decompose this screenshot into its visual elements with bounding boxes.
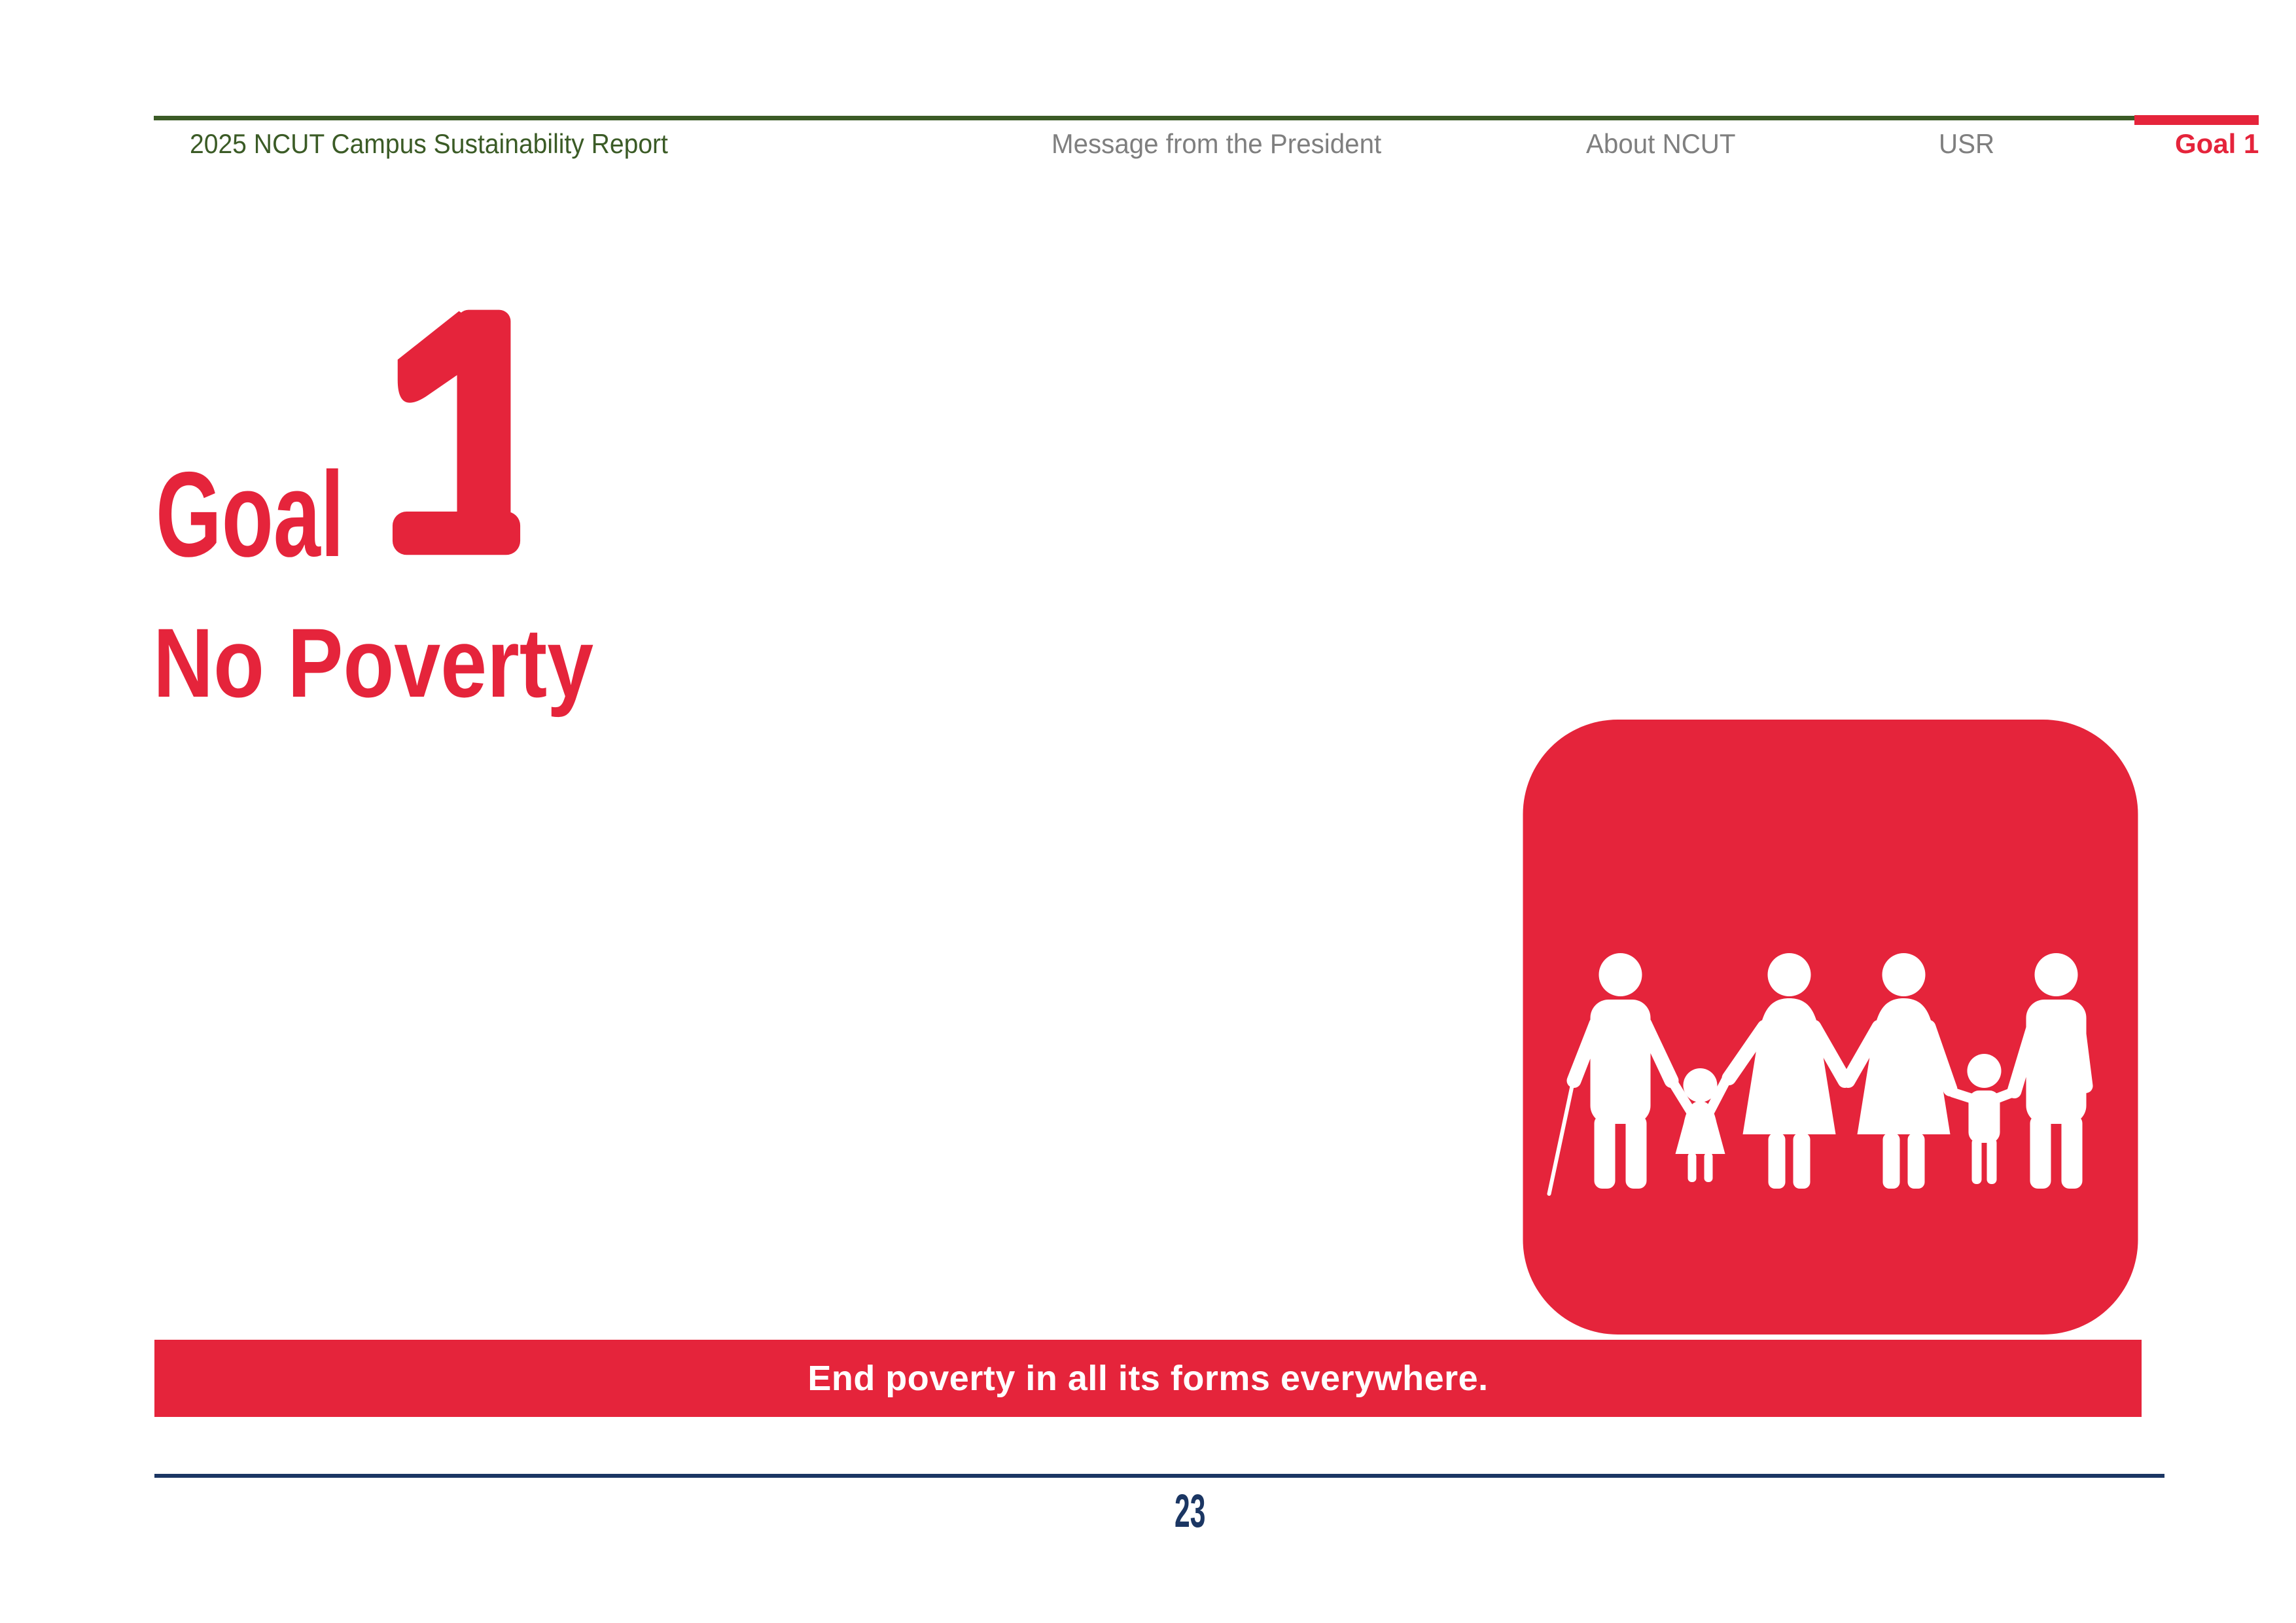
report-title: 2025 NCUT Campus Sustainability Report <box>190 128 668 159</box>
header-rule-green <box>154 116 2134 120</box>
goal-subtitle: No Poverty <box>153 608 594 718</box>
goal-word-title: Goal <box>156 447 344 582</box>
goal-statement-text: End poverty in all its forms everywhere. <box>807 1359 1489 1398</box>
goal-number-text <box>0 0 1 1</box>
page-number: 23 <box>1174 1486 1206 1537</box>
goal-number-1-glyph <box>391 305 522 559</box>
nav-item-usr[interactable]: USR <box>1939 128 1995 159</box>
goal-statement-banner <box>154 1340 2142 1417</box>
nav-item-message-from-president[interactable]: Message from the President <box>1051 128 1382 159</box>
nav-item-about-ncut[interactable]: About NCUT <box>1586 128 1736 159</box>
header-rule-active-red <box>2134 115 2259 125</box>
sdg1-family-icon <box>1523 720 2138 1335</box>
footer-rule <box>154 1474 2164 1478</box>
nav-item-goal-1-active[interactable]: Goal 1 <box>2175 128 2259 159</box>
